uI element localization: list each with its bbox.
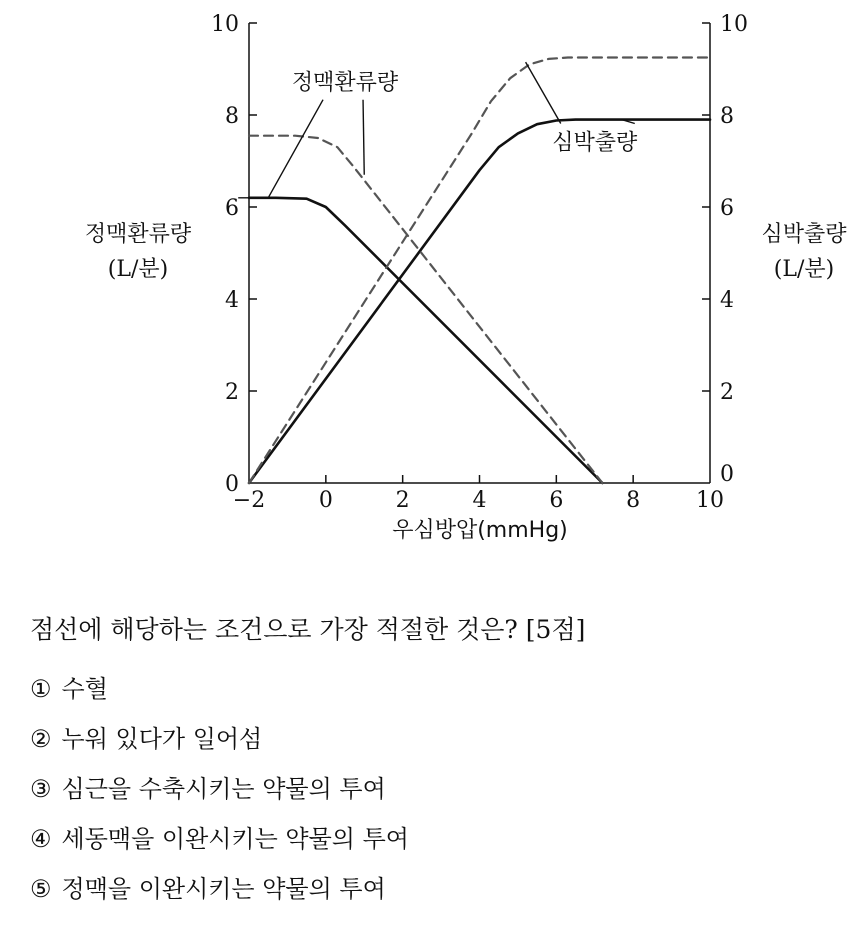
answer-option[interactable]: ⑤ 정맥을 이완시키는 약물의 투여 [30, 875, 386, 903]
x-tick-label: 0 [318, 488, 333, 513]
left-y-tick-label: 10 [211, 12, 239, 37]
cardiac-output-solid-curve [249, 120, 710, 483]
left-y-axis-unit: (L/분) [107, 257, 169, 282]
x-tick-label: 8 [626, 488, 641, 513]
right-y-tick-label: 4 [720, 288, 734, 313]
right-y-tick-label: 8 [720, 104, 734, 129]
left-y-tick-label: 6 [225, 196, 239, 221]
annotation-label: 정맥환류량 [291, 70, 399, 96]
answer-option[interactable]: ③ 심근을 수축시키는 약물의 투여 [30, 775, 386, 803]
annotation-label: 심박출량 [552, 130, 638, 156]
cardiac-output-dashed-curve [249, 58, 710, 484]
chart-curves [249, 58, 710, 484]
x-tick-label: 4 [472, 488, 487, 513]
venous-return-solid-curve [249, 198, 602, 483]
right-y-tick-label: 10 [720, 12, 748, 37]
annotation-leader-line [363, 100, 364, 175]
answer-option[interactable]: ① 수혈 [30, 675, 108, 703]
question-text: 점선에 해당하는 조건으로 가장 적절한 것은? [5점] [30, 615, 586, 644]
x-tick-label: 2 [395, 488, 410, 513]
chart-annotations [238, 62, 638, 198]
left-y-tick-label: 0 [225, 472, 239, 497]
left-y-tick-label: 2 [225, 380, 239, 405]
right-y-tick-label: 6 [720, 196, 734, 221]
left-y-axis-label: 정맥환류량 [84, 222, 192, 247]
annotation-leader-line [526, 62, 561, 123]
x-tick-label: −2 [232, 488, 266, 513]
right-y-tick-label: 2 [720, 380, 734, 405]
left-y-tick-label: 4 [225, 288, 239, 313]
x-tick-label: 10 [696, 488, 724, 513]
x-tick-label: 6 [549, 488, 564, 513]
answer-option[interactable]: ② 누워 있다가 일어섬 [30, 725, 263, 753]
right-y-axis-label: 심박출량 [761, 222, 847, 247]
right-y-axis-unit: (L/분) [773, 257, 835, 282]
answer-option[interactable]: ④ 세동맥을 이완시키는 약물의 투여 [30, 825, 409, 853]
left-y-tick-label: 8 [225, 104, 239, 129]
answer-options [30, 664, 409, 914]
x-axis-label: 우심방압(mmHg) [392, 518, 568, 543]
right-y-tick-label: 0 [720, 462, 734, 487]
